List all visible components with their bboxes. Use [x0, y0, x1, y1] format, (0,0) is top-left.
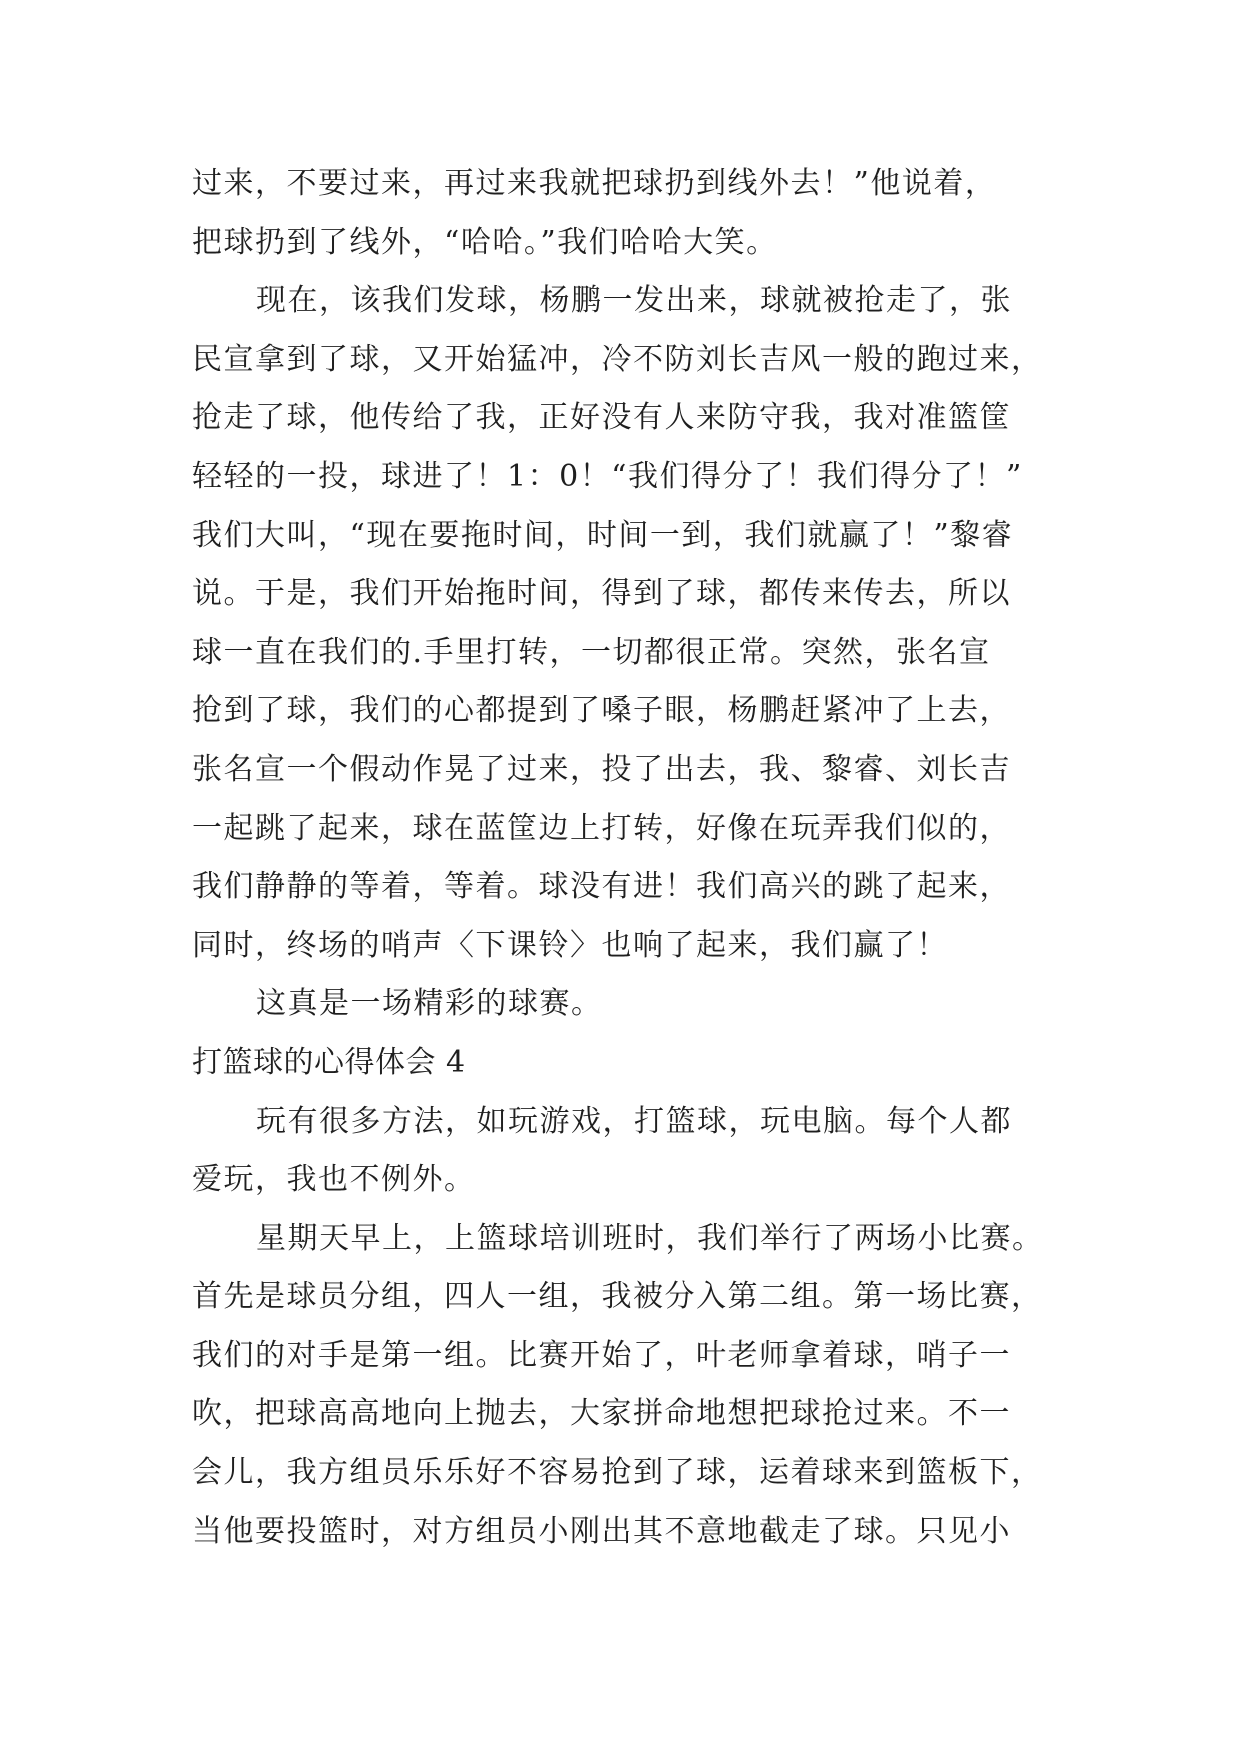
- section-heading: 打篮球的心得体会 4: [192, 1044, 466, 1080]
- text-line: 同时，终场的哨声〈下课铃〉也响了起来，我们赢了！: [192, 927, 948, 963]
- text-line: 抢走了球，他传给了我，正好没有人来防守我，我对准篮筐: [192, 400, 1011, 436]
- text-line: 玩有很多方法，如玩游戏，打篮球，玩电脑。每个人都: [256, 1103, 1012, 1139]
- text-line: 现在，该我们发球，杨鹏一发出来，球就被抢走了，张: [256, 283, 1012, 319]
- text-line: 说。于是，我们开始拖时间，得到了球，都传来传去，所以: [192, 576, 1011, 612]
- text-line: 一起跳了起来，球在蓝筐边上打转，好像在玩弄我们似的，: [192, 810, 1011, 846]
- text-line: 首先是球员分组，四人一组，我被分入第二组。第一场比赛，: [192, 1279, 1043, 1315]
- text-line: 球一直在我们的.手里打转，一切都很正常。突然，张名宣: [192, 634, 991, 670]
- text-line: 爱玩，我也不例外。: [192, 1162, 476, 1198]
- text-line: 把球扔到了线外，“哈哈。”我们哈哈大笑。: [192, 224, 778, 260]
- text-line: 吹，把球高高地向上抛去，大家拼命地想把球抢过来。不一: [192, 1396, 1011, 1432]
- text-line: 轻轻的一投，球进了！1：0！“我们得分了！我们得分了！”: [192, 458, 1023, 494]
- text-line: 抢到了球，我们的心都提到了嗓子眼，杨鹏赶紧冲了上去，: [192, 693, 1011, 729]
- text-line: 会儿，我方组员乐乐好不容易抢到了球，运着球来到篮板下，: [192, 1455, 1043, 1491]
- text-line: 我们大叫，“现在要拖时间，时间一到，我们就赢了！”黎睿: [192, 517, 1014, 553]
- document-body: [192, 155, 1062, 1561]
- text-line: 这真是一场精彩的球赛。: [256, 986, 603, 1022]
- text-line: 当他要投篮时，对方组员小刚出其不意地截走了球。只见小: [192, 1513, 1011, 1549]
- text-line: 我们静静的等着，等着。球没有进！我们高兴的跳了起来，: [192, 869, 1011, 905]
- text-line: 民宣拿到了球，又开始猛冲，冷不防刘长吉风一般的跑过来，: [192, 341, 1043, 377]
- text-line: 星期天早上，上篮球培训班时，我们举行了两场小比赛。: [256, 1220, 1044, 1256]
- text-line: 过来，不要过来，再过来我就把球扔到线外去！”他说着，: [192, 166, 997, 201]
- text-line: 张名宣一个假动作晃了过来，投了出去，我、黎睿、刘长吉: [192, 751, 1011, 787]
- text-line: 我们的对手是第一组。比赛开始了，叶老师拿着球，哨子一: [192, 1337, 1011, 1373]
